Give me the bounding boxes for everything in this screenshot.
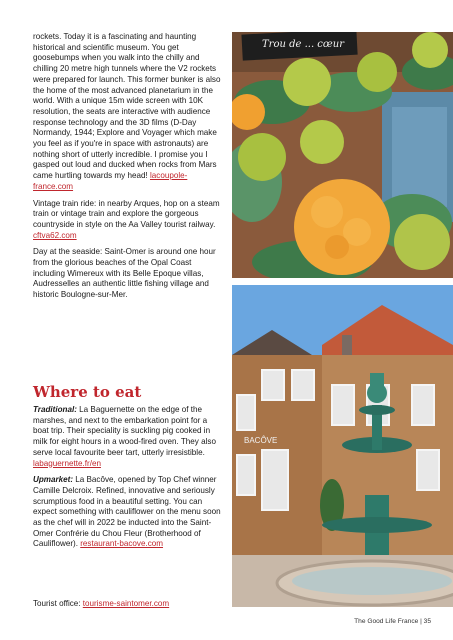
cauliflower-photo (232, 32, 453, 278)
section-heading-where-to-eat: Where to eat (33, 383, 142, 401)
paragraph-traditional (33, 405, 223, 469)
paragraph-text: La Bacôve, opened by Top Chef winner Camille Delcroix. Refined, innovative and seriously scrumptious food in a beautiful setting. You can expect something with cauliflower on the menu soon as the chef will in 2022 be inducted into the Saint-Omer Confrérie du Chou Fleur (Brotherhood of Cauliflower). (33, 475, 221, 549)
town-fountain-photo (232, 285, 453, 607)
paragraph-text: La Baguernette on the edge of the marshes, and next to the embarkation point for a boat trip. Their speciality is suckling pig cooked in milk for eight hours in a wood-fired oven. They also serve local favourite beer tart, utterly irresistible. (33, 405, 216, 457)
link-lacoupole[interactable]: lacoupole-france.com (33, 171, 188, 191)
where-to-eat-column (33, 405, 223, 550)
sign-text: Trou de ... cœur (262, 39, 345, 50)
link-cftva[interactable]: cftva62.com (33, 230, 77, 240)
bacove-sign: BACÔVE (244, 436, 278, 445)
tourist-office-label: Tourist office: (33, 599, 81, 608)
paragraph-upmarket (33, 475, 223, 550)
paragraph-la-coupole (33, 32, 223, 193)
page-footer: The Good Life France | 35 (354, 618, 431, 625)
tourist-office-line (33, 599, 169, 608)
label-traditional: Traditional: (33, 405, 77, 414)
paragraph-seaside: Day at the seaside: Saint-Omer is around one hour from the glorious beaches of the Opal Coast including Wimereux with its Belle Epoque villas, Audresselles an authentic little fishing village and historic Boulogne-sur-Mer. (33, 247, 216, 300)
link-labaguernette[interactable]: labaguernette.fr/en (33, 458, 101, 468)
paragraph-text: rockets. Today it is a fascinating and haunting historical and scientific museum. You get goosebumps when you walk into the chilly and chilling 20 metre high tunnels where the V2 rockets were prepared for launch. This former bunker is also the home of the most advanced planetarium in the world. With a unique 15m wide screen with 10K resolution, the seats are interactive with audience response technology and the 3D films (D-Day Normandy, 1944; Explore and Voyager which make you feel as if you're in space with astronauts) are nothing short of utterly incredible. I promise you I gasped out loud and ducked when rocks from Mars came hurtling towards my head! (33, 32, 221, 181)
link-bacove[interactable]: restaurant-bacove.com (80, 539, 164, 549)
paragraph-text: Vintage train ride: in nearby Arques, hop on a steam train or vintage train and explore the gorgeous countryside in style on the Aa Valley tourist railway. (33, 198, 220, 229)
paragraph-train (33, 199, 223, 242)
article-top-column (33, 32, 223, 301)
label-upmarket: Upmarket: (33, 475, 74, 485)
link-tourisme[interactable]: tourisme-saintomer.com (82, 599, 170, 608)
